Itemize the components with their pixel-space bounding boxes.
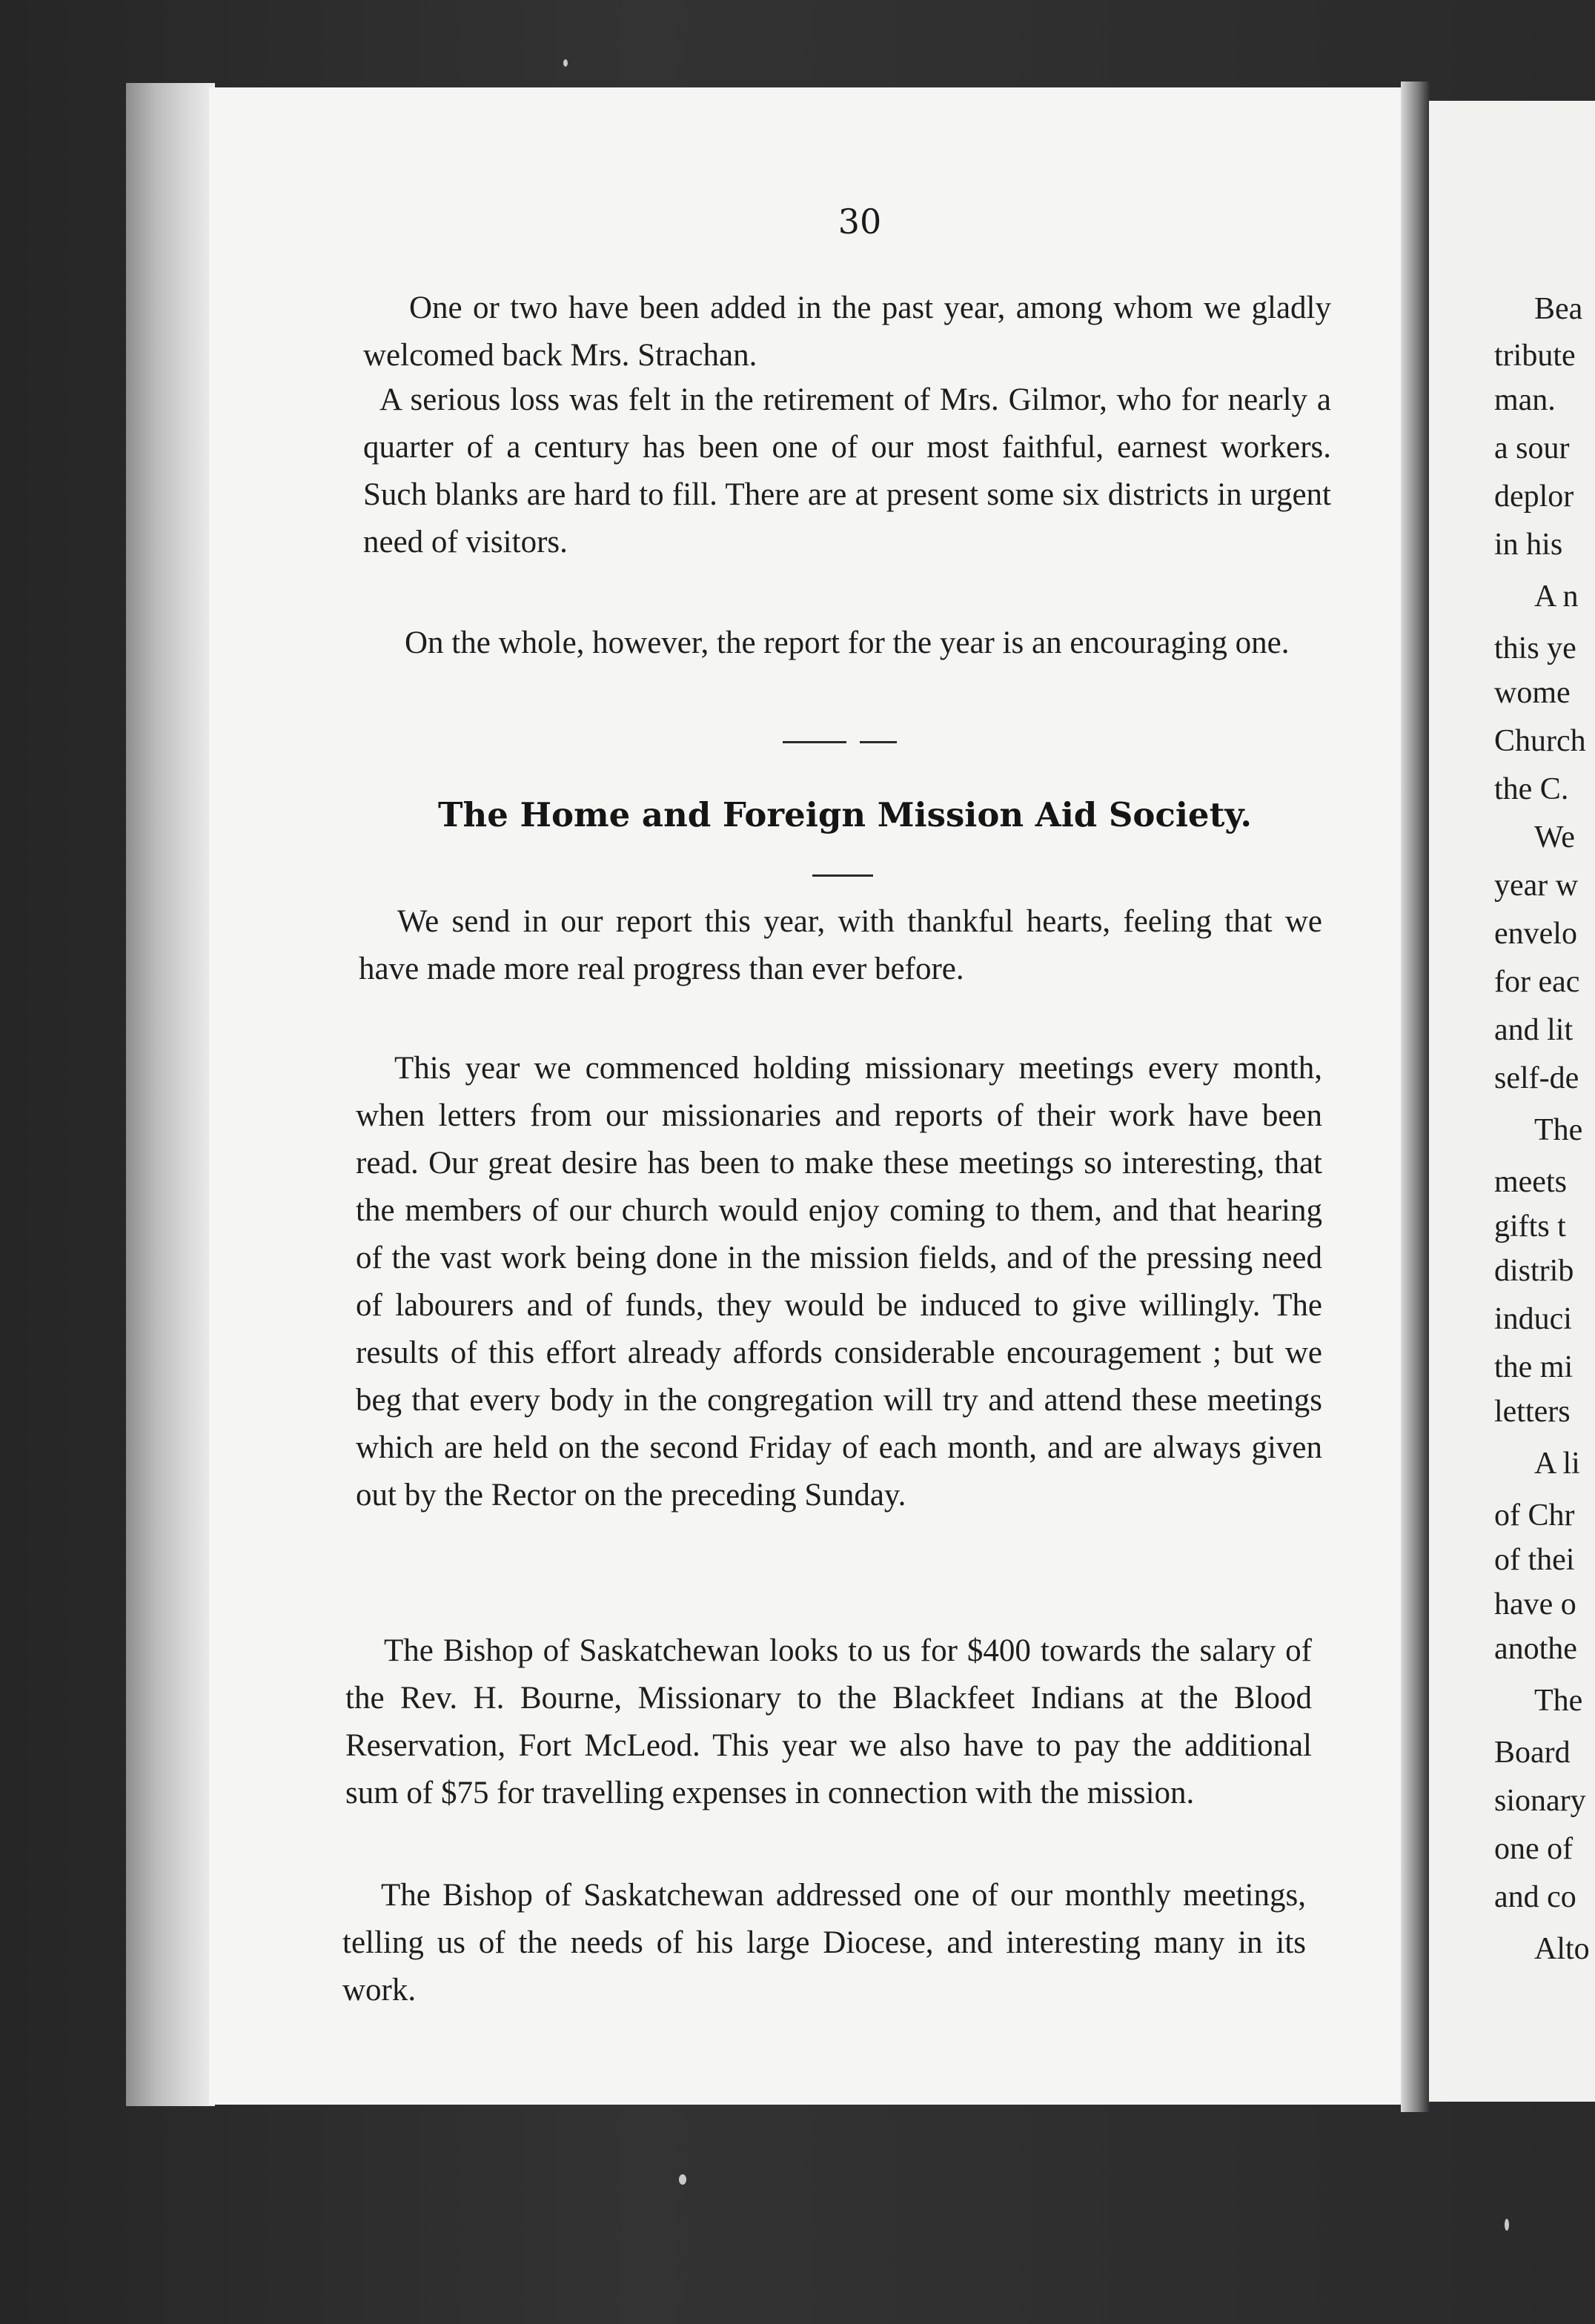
right-page-fragment: induci: [1494, 1302, 1572, 1336]
right-page-fragment: Board: [1494, 1736, 1571, 1770]
right-page-fragment: self-de: [1494, 1061, 1579, 1095]
right-page-fragment: a sour: [1494, 431, 1570, 465]
right-page-fragment: Alto: [1534, 1932, 1590, 1966]
paragraph-bishop-salary: The Bishop of Saskatchewan looks to us for $400 towards the salary of the Rev. H. Bourne, Missionary to the Blackfeet Indians at the Blood Reservation, Fort McLeod. This year we also have to pay the additional sum of $75 for travelling expenses in connection with the mission.: [345, 1633, 1312, 1810]
right-page-fragment: Church: [1494, 724, 1586, 758]
right-page-fragment: this ye: [1494, 631, 1576, 665]
right-page-fragment: the mi: [1494, 1350, 1574, 1384]
right-page-fragment: have o: [1494, 1587, 1576, 1621]
paragraph-report-intro: We send in our report this year, with thankful hearts, feeling that we have made more real progress than ever before.: [359, 904, 1322, 986]
section-divider-short: [860, 741, 897, 743]
right-page-fragment: year w: [1494, 869, 1579, 903]
right-page-fragment: of thei: [1494, 1543, 1575, 1577]
right-page-fragment: Bea: [1534, 292, 1583, 326]
right-page-fragment: We: [1534, 820, 1575, 854]
right-page-fragment: The: [1534, 1684, 1583, 1718]
page-edge-stack: [126, 83, 215, 2106]
paragraph-encouraging: On the whole, however, the report for the year is an encouraging one.: [405, 625, 1290, 660]
scan-speck: [1505, 2219, 1509, 2231]
right-page-fragment: of Chr: [1494, 1498, 1575, 1533]
right-page-fragment: The: [1534, 1113, 1583, 1147]
right-page-fragment: wome: [1494, 676, 1571, 710]
right-page-fragment: and lit: [1494, 1013, 1574, 1047]
paragraph-bishop-address: The Bishop of Saskatchewan addressed one of our monthly meetings, telling us of the needs of his large Diocese, and interesting many in its work.: [342, 1878, 1306, 2008]
right-page-fragment: A li: [1534, 1447, 1580, 1481]
right-page-fragment: for eac: [1494, 965, 1580, 999]
right-page-fragment: letters: [1494, 1395, 1571, 1429]
right-page-fragment: distrib: [1494, 1254, 1574, 1288]
right-page-fragment: one of: [1494, 1832, 1574, 1866]
page-number: 30: [838, 202, 882, 242]
scan-speck: [679, 2174, 686, 2185]
scan-speck: [563, 59, 568, 67]
heading-underline: [812, 874, 873, 877]
book-gutter: [1401, 82, 1430, 2112]
right-page-fragment: man.: [1494, 383, 1556, 417]
right-page-fragment: the C.: [1494, 772, 1569, 806]
right-page-fragment: A n: [1534, 580, 1579, 614]
right-page-fragment: envelo: [1494, 917, 1577, 951]
paragraph-monthly-meetings: This year we commenced holding missionary meetings every month, when letters from our missionaries and reports of their work have been read. Our great desire has been to make these meetings so interesting, that the members of our church would enjoy coming to them, and that hearing of the vast work being done in the mission fields, and of the pressing need of labourers and of funds, they would be induced to give willingly. The results of this effort already affords considerable encouragement ; but we beg that every body in the congregation will try and attend these meetings which are held on the second Friday of each month, and are always given out by the Rector on the preceding Sunday.: [356, 1051, 1322, 1513]
right-page-fragment: deplor: [1494, 479, 1574, 514]
right-page-fragment: meets: [1494, 1165, 1567, 1199]
right-page-fragment: sionary: [1494, 1784, 1586, 1818]
paragraph-additions: One or two have been added in the past year, among whom we gladly welcomed back Mrs. Strachan.: [363, 290, 1331, 373]
right-page-fragment: in his: [1494, 528, 1563, 562]
right-page-fragment: and co: [1494, 1880, 1576, 1914]
paragraph-gilmor-retirement: A serious loss was felt in the retirement of Mrs. Gilmor, who for nearly a quarter of a century has been one of our most faithful, earnest workers. Such blanks are hard to fill. There are at present some six districts in urgent need of visitors.: [363, 382, 1331, 560]
right-page-fragment: anothe: [1494, 1632, 1577, 1666]
right-page-fragment: gifts t: [1494, 1209, 1566, 1244]
section-heading: The Home and Foreign Mission Aid Society.: [437, 795, 1253, 834]
right-page-fragment: tribute: [1494, 339, 1576, 373]
section-divider-long: [783, 741, 846, 743]
